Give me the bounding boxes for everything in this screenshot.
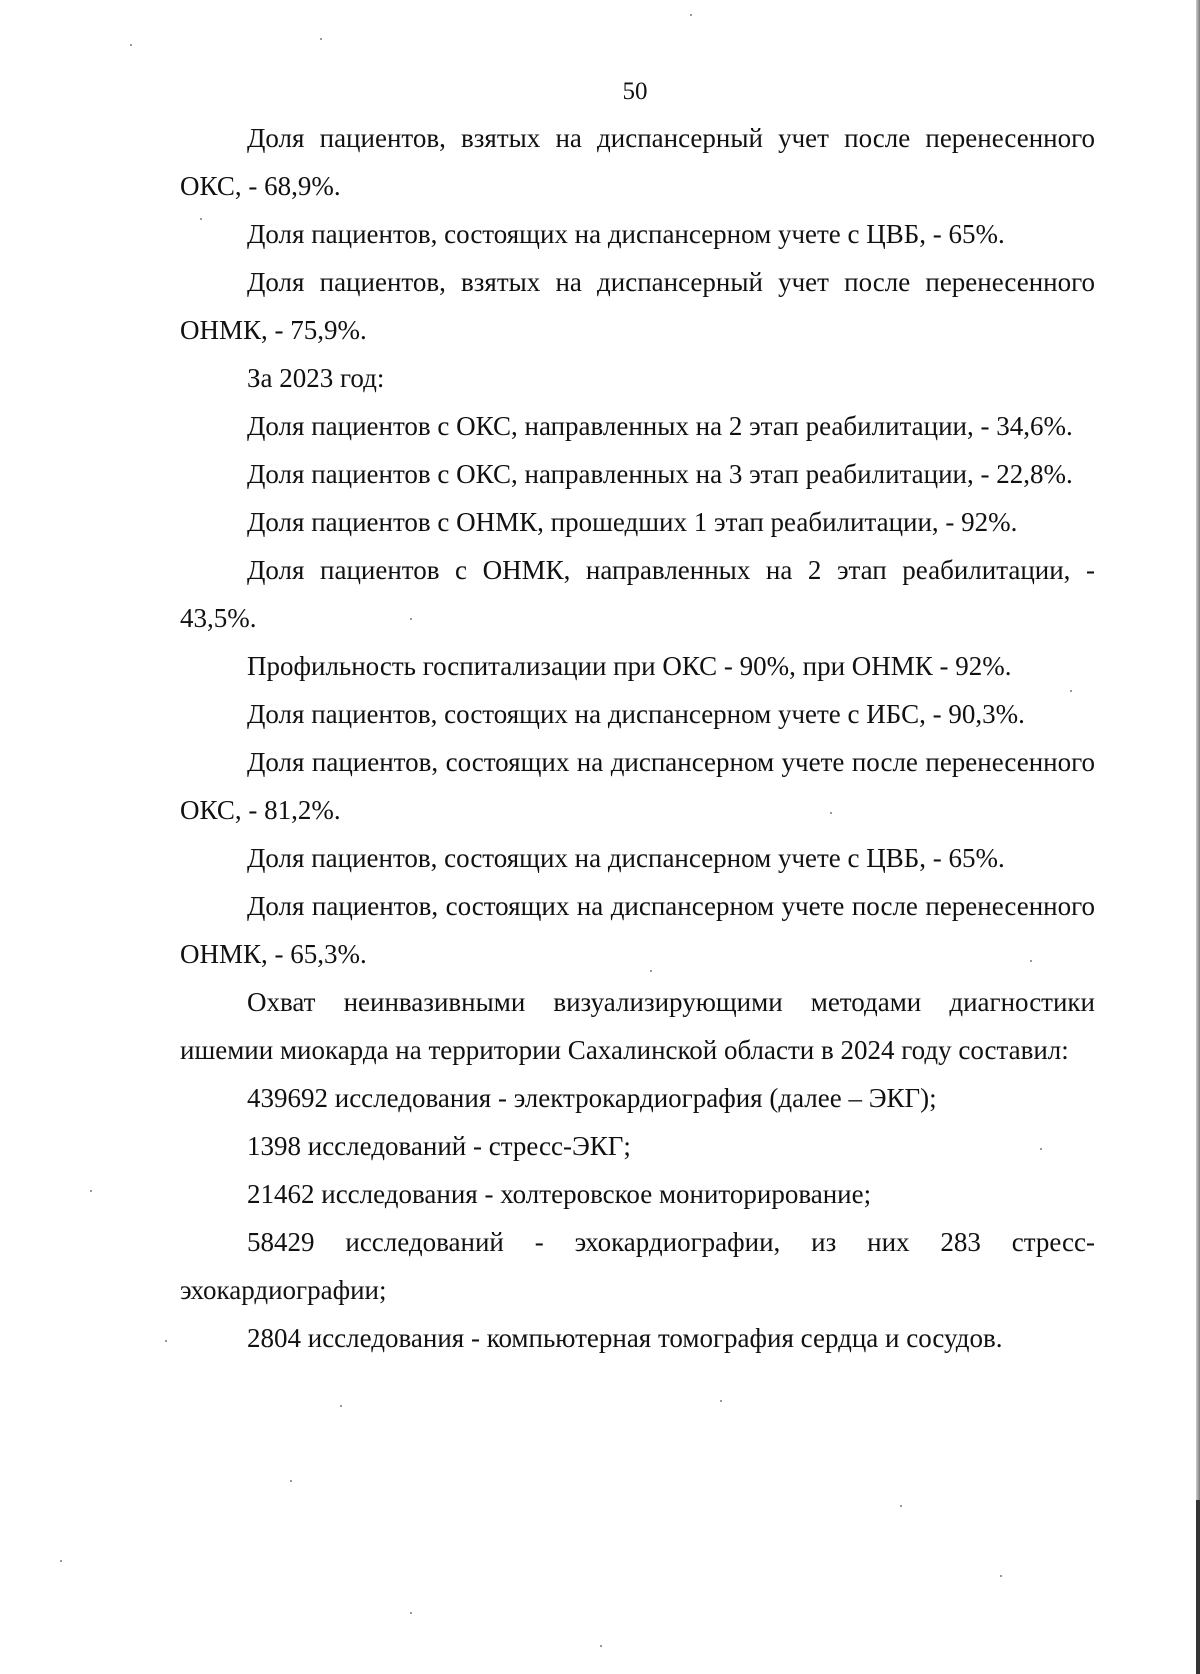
paragraph: Доля пациентов, состоящих на диспансерном учете с ЦВБ, - 65%.	[247, 843, 1005, 873]
paragraph: Доля пациентов с ОНМК, направленных на 2 этап реабилитации, - 43,5%.	[180, 555, 1095, 633]
scan-speck	[410, 618, 412, 620]
paragraph: Доля пациентов, взятых на диспансерный учет после перенесенного ОНМК, - 75,9%.	[180, 267, 1095, 345]
scan-speck	[90, 1190, 92, 1192]
paragraph: Доля пациентов, состоящих на диспансерном учете с ЦВБ, - 65%.	[247, 219, 1005, 249]
scan-speck	[830, 812, 832, 814]
list-item: 1398 исследований - стресс-ЭКГ;	[247, 1131, 631, 1161]
scan-speck	[320, 38, 322, 40]
scan-speck	[600, 1645, 602, 1647]
scan-speck	[1000, 1575, 1002, 1577]
paragraph: Доля пациентов, состоящих на диспансерном учете с ИБС, - 90,3%.	[247, 699, 1025, 729]
scan-speck	[1070, 690, 1072, 692]
scan-speck	[720, 1400, 722, 1402]
paragraph: Доля пациентов, состоящих на диспансерном учете после перенесенного ОНМК, - 65,3%.	[180, 891, 1095, 969]
document-body	[180, 114, 1095, 1362]
scan-speck	[200, 218, 202, 220]
scan-speck	[900, 1505, 902, 1507]
scan-speck	[130, 44, 132, 46]
scan-speck	[650, 970, 652, 972]
list-item: 439692 исследования - электрокардиография (далее – ЭКГ);	[247, 1083, 937, 1113]
paragraph: Доля пациентов, состоящих на диспансерном учете после перенесенного ОКС, - 81,2%.	[180, 747, 1095, 825]
scan-edge	[1196, 0, 1200, 1674]
scan-edge-shadow	[1196, 1500, 1200, 1674]
list-item: 2804 исследования - компьютерная томография сердца и сосудов.	[247, 1323, 1003, 1353]
scan-speck	[290, 1480, 292, 1482]
scan-speck	[340, 1405, 342, 1407]
scan-speck	[1040, 1148, 1042, 1150]
section-heading: За 2023 год:	[247, 363, 385, 393]
paragraph: Доля пациентов, взятых на диспансерный учет после перенесенного ОКС, - 68,9%.	[180, 123, 1095, 201]
paragraph: Охват неинвазивными визуализирующими методами диагностики ишемии миокарда на территории Сахалинской области в 2024 году составил:	[180, 987, 1095, 1065]
scan-speck	[165, 1340, 167, 1342]
scan-speck	[1030, 960, 1032, 962]
list-item: 58429 исследований - эхокардиографии, из них 283 стресс-эхокардиографии;	[180, 1227, 1095, 1305]
paragraph: Доля пациентов с ОКС, направленных на 3 этап реабилитации, - 22,8%.	[247, 459, 1073, 489]
page-number: 50	[622, 78, 648, 105]
list-item: 21462 исследования - холтеровское мониторирование;	[247, 1179, 872, 1209]
paragraph: Доля пациентов с ОНМК, прошедших 1 этап реабилитации, - 92%.	[247, 507, 1018, 537]
paragraph: Доля пациентов с ОКС, направленных на 2 этап реабилитации, - 34,6%.	[247, 411, 1073, 441]
scan-speck	[690, 14, 692, 16]
paragraph: Профильность госпитализации при ОКС - 90%, при ОНМК - 92%.	[247, 651, 1012, 681]
scan-speck	[410, 1612, 412, 1614]
scan-speck	[60, 1560, 62, 1562]
